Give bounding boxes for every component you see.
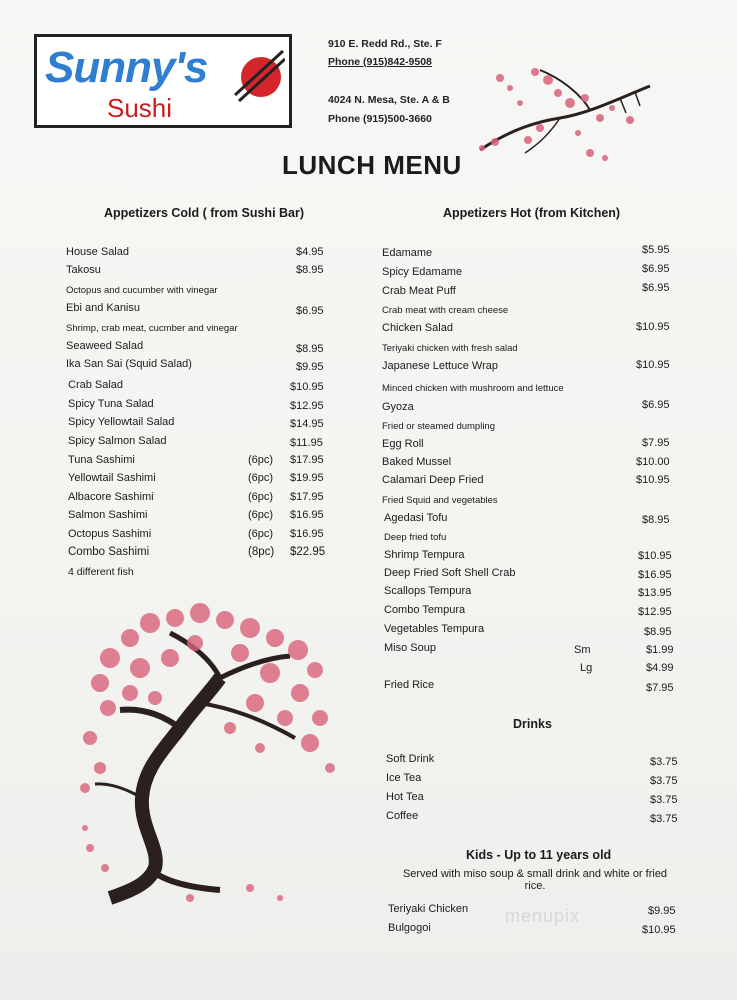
list-item: Calamari Deep Fried $10.95 [382, 474, 670, 486]
drinks-heading: Drinks [513, 717, 552, 731]
list-item: Ika San Sai (Squid Salad) $9.95 [66, 358, 324, 373]
list-item: Crab Salad $10.95 [68, 379, 324, 393]
phone-1[interactable]: Phone (915)842-9508 [328, 56, 432, 68]
logo [34, 34, 292, 128]
list-item: Vegetables Tempura $8.95 [384, 623, 672, 638]
list-item: Yellowtail Sashimi (6pc) $19.95 [68, 472, 324, 484]
item-description: Fried or steamed dumpling [382, 421, 495, 432]
list-item: Japanese Lettuce Wrap $10.95 [382, 359, 670, 372]
cherry-tree-icon [70, 598, 340, 908]
list-item: Miso Soup Sm $1.99 [384, 642, 674, 656]
logo-sushi-text: Sushi [107, 93, 173, 123]
address-1: 910 E. Redd Rd., Ste. F [328, 38, 442, 50]
list-item: Spicy Tuna Salad $12.95 [68, 398, 324, 412]
logo-sunny-text: Sunny's [45, 43, 208, 92]
list-item: Spicy Edamame $6.95 [382, 263, 670, 278]
hot-heading: Appetizers Hot (from Kitchen) [443, 206, 621, 220]
list-item: Agedasi Tofu $8.95 [384, 512, 670, 526]
list-item: Tuna Sashimi (6pc) $17.95 [68, 454, 324, 466]
item-description: Deep fried tofu [384, 532, 447, 543]
list-item: Coffee $3.75 [386, 810, 678, 825]
list-item: Crab Meat Puff $6.95 [382, 282, 670, 297]
address-2: 4024 N. Mesa, Ste. A & B [328, 94, 450, 106]
cherry-branch-icon [440, 58, 660, 168]
watermark: menupix [505, 906, 581, 926]
list-item: Seaweed Salad $8.95 [66, 340, 324, 355]
list-item: House Salad $4.95 [66, 246, 324, 258]
list-item: Combo Tempura $12.95 [384, 604, 672, 618]
list-item: Takosu $8.95 [66, 264, 324, 276]
list-item: Bulgogoi $10.95 [388, 922, 676, 936]
list-item: Soft Drink $3.75 [386, 753, 678, 768]
list-item: Baked Mussel $10.00 [382, 456, 670, 468]
list-item: Lg $4.99 [580, 662, 674, 674]
list-item: Chicken Salad $10.95 [382, 321, 670, 334]
list-item: Shrimp Tempura $10.95 [384, 549, 672, 562]
item-description: Octopus and cucumber with vinegar [66, 285, 218, 296]
list-item: Gyoza $6.95 [382, 399, 670, 413]
list-item: Spicy Yellowtail Salad $14.95 [68, 416, 324, 430]
list-item: Fried Rice $7.95 [384, 679, 674, 694]
kids-note: Served with miso soup & small drink and white or fried rice. [402, 868, 668, 892]
item-description: Minced chicken with mushroom and lettuce [382, 383, 564, 394]
list-item: Deep Fried Soft Shell Crab $16.95 [384, 567, 672, 581]
list-item: Ebi and Kanisu $6.95 [66, 302, 324, 317]
list-item: Albacore Sashimi (6pc) $17.95 [68, 491, 324, 503]
item-description: Shrimp, crab meat, cucmber and vinegar [66, 323, 238, 334]
item-description: Fried Squid and vegetables [382, 495, 498, 506]
list-item: Scallops Tempura $13.95 [384, 585, 672, 599]
kids-heading: Kids - Up to 11 years old [466, 848, 612, 862]
list-item: Teriyaki Chicken $9.95 [388, 903, 676, 917]
list-item: Ice Tea $3.75 [386, 772, 678, 787]
cold-heading: Appetizers Cold ( from Sushi Bar) [104, 206, 305, 220]
phone-2[interactable]: Phone (915)500-3660 [328, 113, 432, 125]
list-item: Salmon Sashimi (6pc) $16.95 [68, 509, 324, 521]
item-description: Crab meat with cream cheese [382, 305, 509, 316]
list-item: Edamame $5.95 [382, 244, 670, 259]
page-title: LUNCH MENU [282, 150, 462, 180]
item-description: Teriyaki chicken with fresh salad [382, 343, 518, 354]
list-item: Spicy Salmon Salad $11.95 [68, 435, 323, 449]
list-item: Hot Tea $3.75 [386, 791, 678, 806]
list-item: Combo Sashimi (8pc) $22.95 [68, 546, 326, 558]
item-description: 4 different fish [68, 566, 134, 578]
list-item: Egg Roll $7.95 [382, 437, 670, 450]
list-item: Octopus Sashimi (6pc) $16.95 [68, 528, 324, 540]
sun-chopsticks-icon [233, 45, 285, 105]
